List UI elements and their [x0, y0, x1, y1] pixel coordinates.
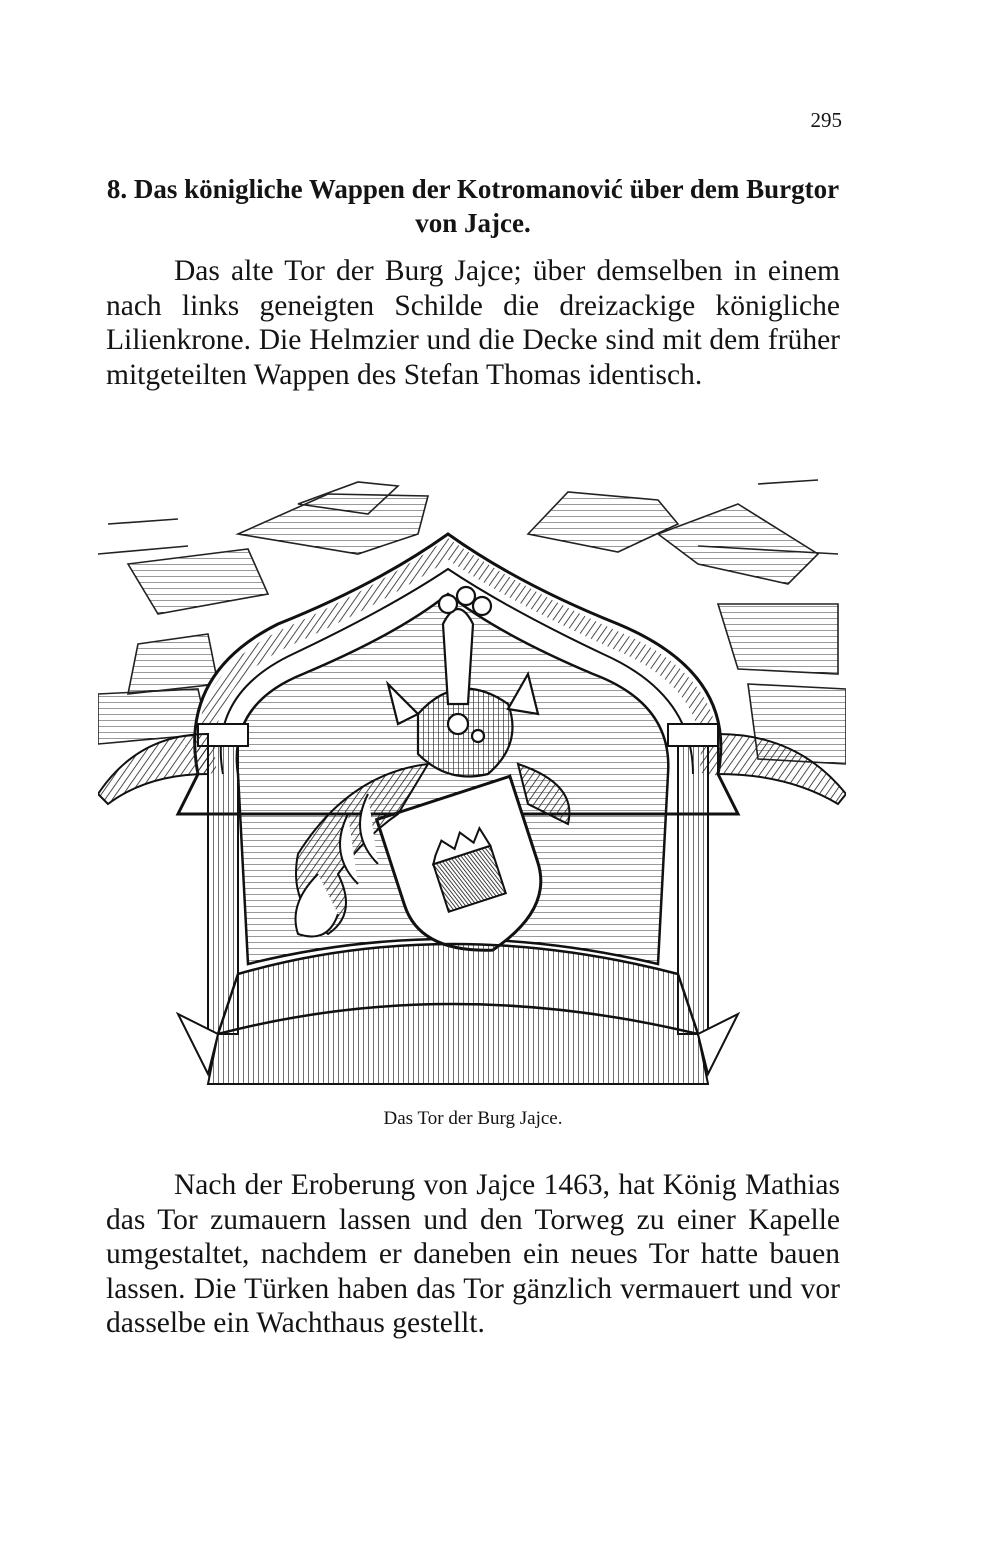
gate-illustration	[98, 474, 846, 1086]
figure-caption: Das Tor der Burg Jajce.	[383, 1108, 563, 1129]
paragraph-intro: Das alte Tor der Burg Jajce; über demselben in einem nach links geneigten Schilde die dreizackige königliche Lilienkrone. Die Helmzier und die Decke sind mit dem früher mitgeteilten Wappen des Stefan Thomas identisch.	[106, 255, 840, 391]
paragraph-history: Nach der Eroberung von Jajce 1463, hat König Mathias das Tor zumauern lassen und den Torweg zu einer Kapelle umgestaltet, nachdem er daneben ein neues Tor hatte bauen lassen. Die Türken haben das Tor gänzlich vermauert und vor dasselbe ein Wachthaus gestellt.	[106, 1169, 840, 1339]
page-number: 295	[810, 108, 842, 132]
section-heading: 8. Das königliche Wappen der Kotromanović über dem Burgtor von Jajce.	[106, 174, 840, 238]
